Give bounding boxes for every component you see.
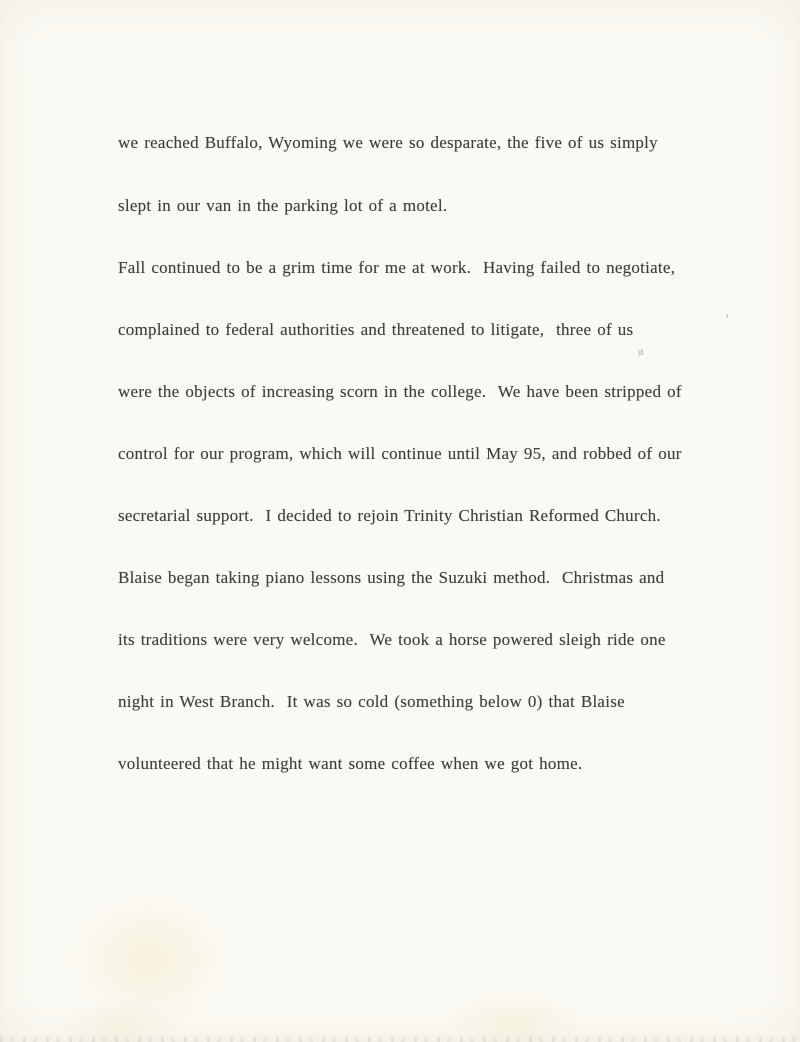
text-line: Blaise began taking piano lessons using the Suzuki method. Christmas and [118,568,665,588]
paper-stain [450,990,580,1042]
text-line: its traditions were very welcome. We took a horse powered sleigh ride one [118,630,666,650]
scan-artifact-mark: ø [636,345,645,359]
letter-paragraph [118,92,718,816]
text-line: slept in our van in the parking lot of a motel. [118,195,448,215]
scan-artifact-mark: ’ [725,311,730,326]
text-line: Fall continued to be a grim time for me at work. Having failed to negotiate, [118,257,676,277]
paper-stain [60,1000,180,1042]
text-line: were the objects of increasing scorn in the college. We have been stripped of [118,381,682,401]
text-line: complained to federal authorities and threatened to litigate, three of us [118,319,634,339]
scan-edge-noise [0,1037,800,1042]
text-line: volunteered that he might want some coffee when we got home. [118,754,583,774]
text-line: secretarial support. I decided to rejoin Trinity Christian Reformed Church. [118,505,661,525]
text-line: control for our program, which will continue until May 95, and robbed of our [118,443,682,463]
text-line: night in West Branch. It was so cold (something below 0) that Blaise [118,692,625,712]
text-line: we reached Buffalo, Wyoming we were so desparate, the five of us simply [118,133,658,153]
paper-stain [70,895,230,1025]
